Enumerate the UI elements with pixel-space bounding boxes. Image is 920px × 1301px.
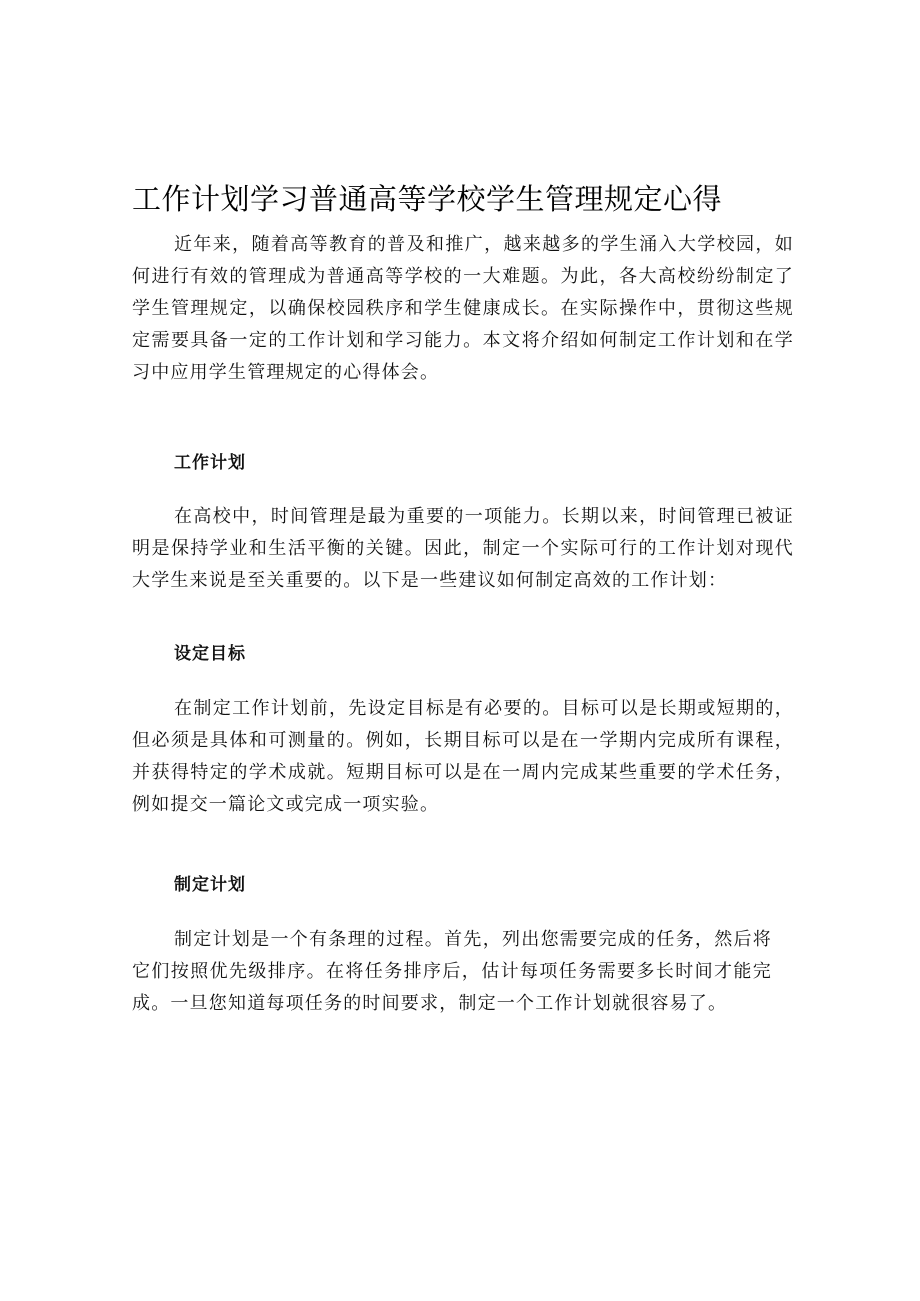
intro-paragraph: 近年来，随着高等教育的普及和推广，越来越多的学生涌入大学校园，如何进行有效的管理成为普通高等学校的一大难题。为此，各大高校纷纷制定了学生管理规定，以确保校园秩序和学生健康成长。在实际操作中，贯彻这些规定需要具备一定的工作计划和学习能力。本文将介绍如何制定工作计划和在学习中应用学生管理规定的心得体会。	[132, 234, 794, 383]
section-body-set-goals: 在制定工作计划前，先设定目标是有必要的。目标可以是长期或短期的，但必须是具体和可测量的。例如，长期目标可以是在一学期内完成所有课程，并获得特定的学术成就。短期目标可以是在一周内完成某些重要的学术任务，例如提交一篇论文或完成一项实验。	[132, 698, 794, 815]
section-heading-make-plan: 制定计划	[174, 875, 246, 895]
section-body-work-plan: 在高校中，时间管理是最为重要的一项能力。长期以来，时间管理已被证明是保持学业和生活平衡的关键。因此，制定一个实际可行的工作计划对现代大学生来说是至关重要的。以下是一些建议如何制定高效的工作计划：	[132, 506, 794, 591]
section-body-make-plan: 制定计划是一个有条理的过程。首先，列出您需要完成的任务，然后将它们按照优先级排序。在将任务排序后，估计每项任务需要多长时间才能完成。一旦您知道每项任务的时间要求，制定一个工作计划就很容易了。	[132, 929, 772, 1014]
document-title: 工作计划学习普通高等学校学生管理规定心得	[132, 182, 723, 216]
section-heading-work-plan: 工作计划	[174, 453, 246, 473]
section-heading-set-goals: 设定目标	[174, 644, 246, 664]
